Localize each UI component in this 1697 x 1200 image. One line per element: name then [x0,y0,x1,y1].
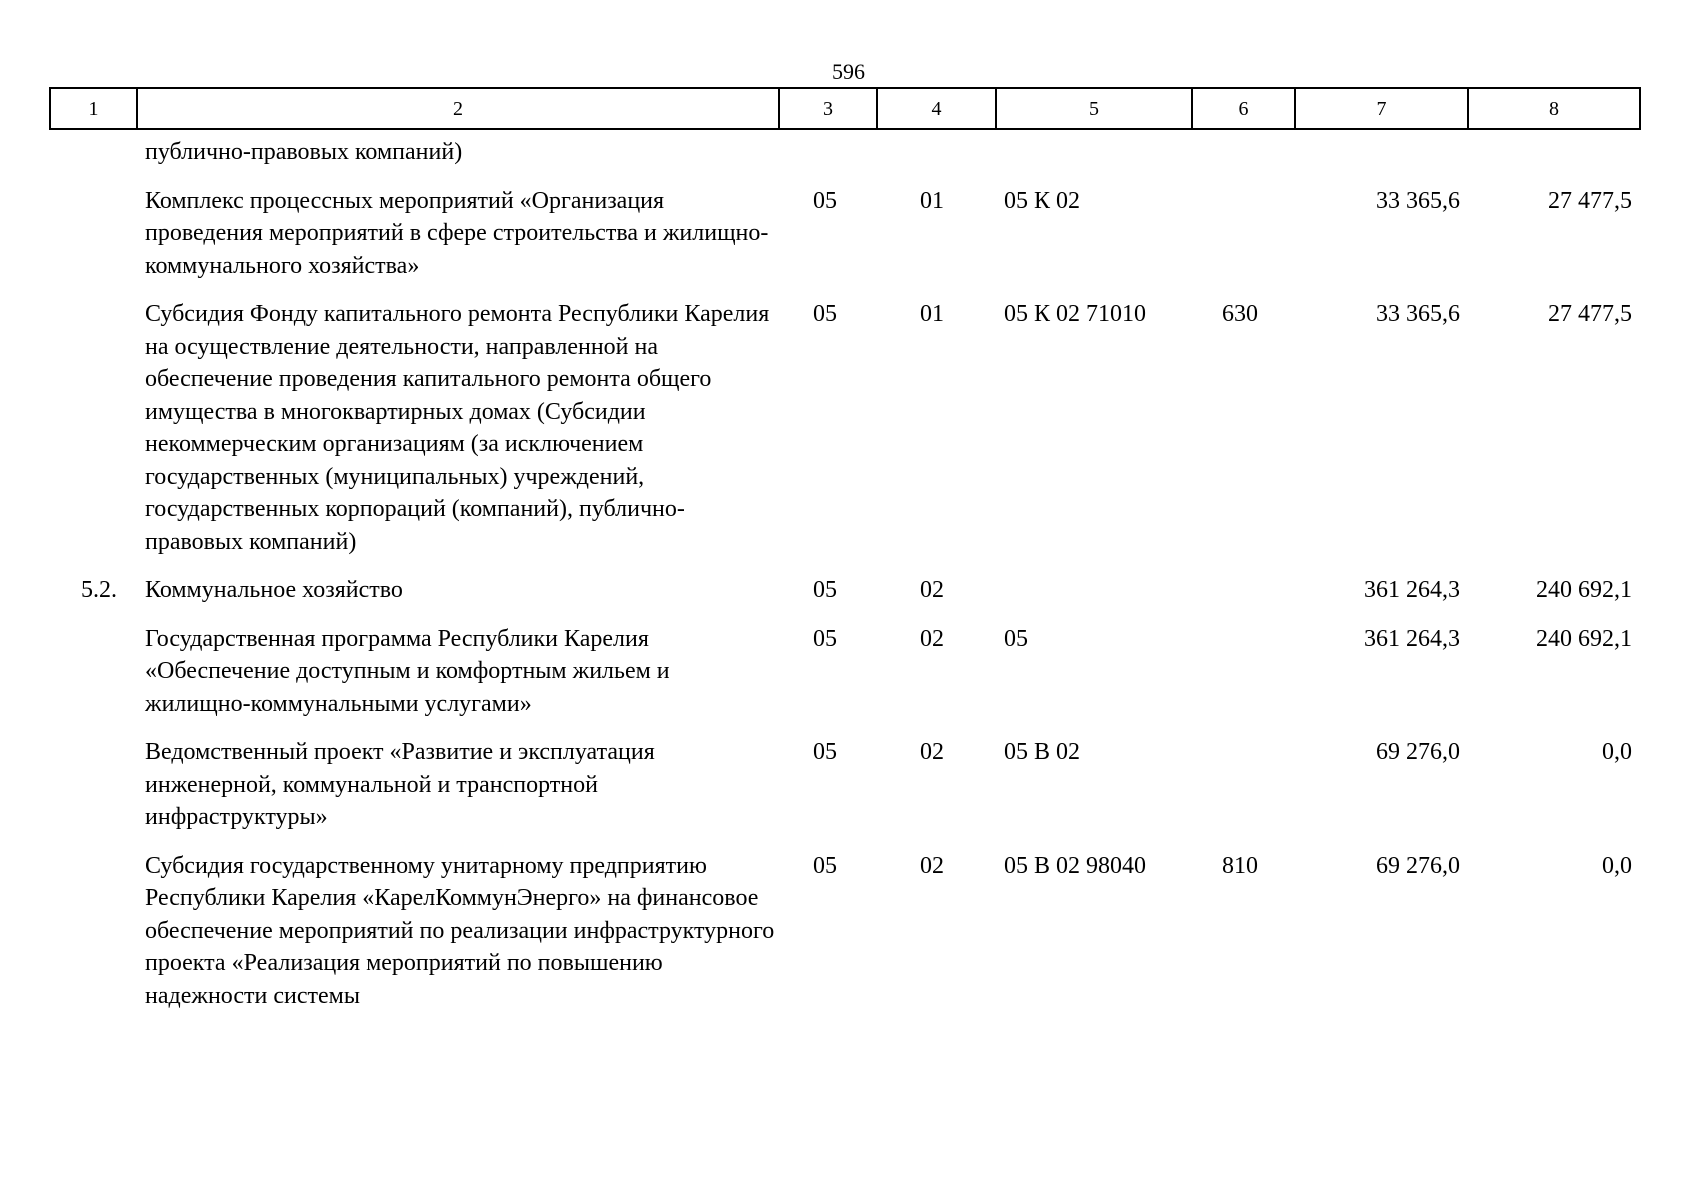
amount-col8: 27 477,5 [1548,301,1632,327]
target-article-code [996,129,1192,185]
amount-col8: 27 477,5 [1548,187,1632,214]
section-code: 05 [813,739,837,765]
amount-col7: 33 365,6 [1376,301,1460,327]
column-header-1: 1 [50,88,137,129]
row-name: Государственная программа Республики Карелия «Обеспечение доступным и комфортным жильем и жилищно-коммунальными услугами» [145,625,670,717]
column-header-4: 4 [877,88,996,129]
table-row [50,129,1640,185]
table-row [50,185,1640,299]
target-article-code [996,574,1192,623]
header-row [50,88,1640,129]
row-number [50,129,137,185]
amount-col8: 0,0 [1602,852,1632,879]
subsection-code: 02 [920,739,944,765]
column-header-6: 6 [1192,88,1295,129]
row-name: Субсидия Фонду капитального ремонта Республики Карелия на осуществление деятельности, направленной на обеспечение проведения капитального ремонта общего имущества в многоквартирных домах (Субсидии некоммерческим организациям (за исключением государственных (муниципальных) учреждений, государственных корпораций (компаний), публично-правовых компаний) [145,301,770,555]
row-number [50,736,137,850]
expense-type-code [1192,623,1295,737]
table-row [50,574,1640,623]
expense-type-code [1192,574,1295,623]
amount-col8: 0,0 [1602,739,1632,765]
row-number: 5.2. [81,577,117,603]
row-name: публично-правовых компаний) [145,139,463,165]
target-article-code: 05 [1004,625,1028,652]
amount-col7: 361 264,3 [1364,577,1460,603]
row-number [50,298,137,574]
subsection-code: 01 [920,301,944,327]
subsection-code: 02 [920,577,944,603]
amount-col7 [1295,129,1468,185]
column-header-8: 8 [1468,88,1640,129]
subsection-code: 02 [920,625,944,652]
amount-col7: 361 264,3 [1364,625,1460,652]
amount-col7: 69 276,0 [1376,852,1460,879]
column-header-2: 2 [137,88,779,129]
row-name: Субсидия государственному унитарному предприятию Республики Карелия «КарелКоммунЭнерго» на финансовое обеспечение мероприятий по реализации инфраструктурного проекта «Реализация мероприятий по повышению надежности системы [145,852,775,1009]
section-code: 05 [813,301,837,327]
subsection-code [877,129,996,185]
table-row [50,850,1640,1013]
page-number: 596 [832,59,865,84]
section-code: 05 [813,187,837,214]
amount-col8 [1468,129,1640,185]
subsection-code: 02 [920,852,944,879]
section-code [779,129,877,185]
expense-type-code [1192,185,1295,299]
expense-type-code: 810 [1222,852,1258,879]
row-number [50,850,137,1013]
row-name: Комплекс процессных мероприятий «Организация проведения мероприятий в сфере строительства и жилищно-коммунального хозяйства» [145,187,769,279]
table-header [50,88,1640,129]
row-number [50,623,137,737]
amount-col8: 240 692,1 [1536,577,1632,603]
row-name: Коммунальное хозяйство [145,577,403,603]
expense-type-code [1192,736,1295,850]
table-row [50,298,1640,574]
column-header-7: 7 [1295,88,1468,129]
table-row [50,623,1640,737]
amount-col7: 33 365,6 [1376,187,1460,214]
target-article-code: 05 К 02 [1004,187,1081,214]
target-article-code: 05 К 02 71010 [1004,301,1147,327]
table-row [50,736,1640,850]
row-number [50,185,137,299]
target-article-code: 05 В 02 [1004,739,1081,765]
budget-table [49,87,1641,1012]
expense-type-code: 630 [1222,301,1258,327]
target-article-code: 05 В 02 98040 [1004,852,1147,879]
column-header-5: 5 [996,88,1192,129]
section-code: 05 [813,852,837,879]
section-code: 05 [813,625,837,652]
table-body [50,129,1640,1012]
amount-col8: 240 692,1 [1536,625,1632,652]
subsection-code: 01 [920,187,944,214]
section-code: 05 [813,577,837,603]
amount-col7: 69 276,0 [1376,739,1460,765]
expense-type-code [1192,129,1295,185]
column-header-3: 3 [779,88,877,129]
row-name: Ведомственный проект «Развитие и эксплуатация инженерной, коммунальной и транспортной инфраструктуры» [145,739,655,830]
